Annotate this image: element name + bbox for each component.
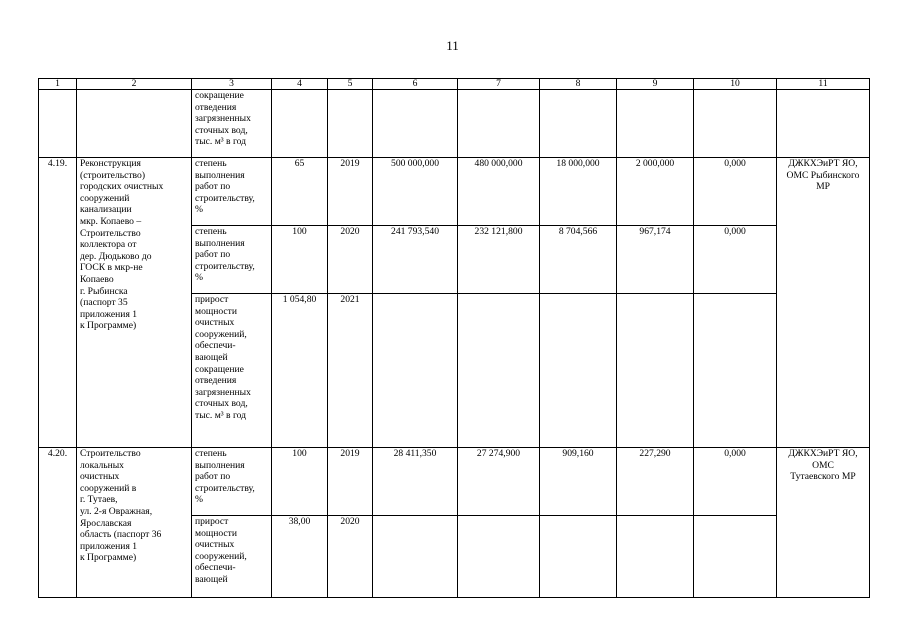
cell-year: 2019 [328, 158, 373, 226]
cell-col10: 0,000 [694, 158, 777, 226]
cell-col10: 0,000 [694, 448, 777, 516]
cell-col7: 27 274,900 [458, 448, 540, 516]
cell-indicator: степень выполнения работ по строительству, % [192, 448, 272, 516]
item-number: 4.20. [39, 448, 77, 598]
header-col-9: 9 [617, 79, 694, 90]
header-col-6: 6 [373, 79, 458, 90]
cell-col10 [694, 294, 777, 448]
cell-col7 [458, 294, 540, 448]
cell-col6: 28 411,350 [373, 448, 458, 516]
header-col-4: 4 [272, 79, 328, 90]
cell-indicator: сокращение отведения загрязненных сточных вод, тыс. м³ в год [192, 90, 272, 158]
cell-col6 [373, 516, 458, 598]
cell-year: 2020 [328, 226, 373, 294]
item-name: Реконструкция (строительство) городских очистных сооружений канализации мкр. Копаево – Строительство коллектора от дер. Дюдьково до ГОСК в мкр-не Копаево г. Рыбинска (паспорт 35 приложения 1 к Программе) [77, 158, 192, 448]
cell-col7: 232 121,800 [458, 226, 540, 294]
cell-num [39, 90, 77, 158]
table-row [39, 90, 870, 158]
header-col-7: 7 [458, 79, 540, 90]
cell-indicator: прирост мощности очистных сооружений, обеспечи- вающей [192, 516, 272, 598]
cell-col8: 909,160 [540, 448, 617, 516]
cell-value: 65 [272, 158, 328, 226]
cell-col10: 0,000 [694, 226, 777, 294]
cell-col8 [540, 516, 617, 598]
cell-value: 100 [272, 226, 328, 294]
header-col-1: 1 [39, 79, 77, 90]
cell-col6 [373, 90, 458, 158]
table-row [39, 448, 870, 516]
cell-col7: 480 000,000 [458, 158, 540, 226]
header-col-5: 5 [328, 79, 373, 90]
cell-col7 [458, 90, 540, 158]
cell-value [272, 90, 328, 158]
cell-col9: 227,290 [617, 448, 694, 516]
cell-col8: 18 000,000 [540, 158, 617, 226]
cell-col9 [617, 516, 694, 598]
item-executor: ДЖКХЭиРТ ЯО, ОМС Рыбинского МР [777, 158, 870, 448]
cell-col6: 241 793,540 [373, 226, 458, 294]
table-row [39, 158, 870, 226]
cell-year: 2019 [328, 448, 373, 516]
header-col-2: 2 [77, 79, 192, 90]
cell-value: 1 054,80 [272, 294, 328, 448]
cell-executor [777, 90, 870, 158]
cell-indicator: прирост мощности очистных сооружений, обеспечи- вающей сокращение отведения загрязненных сточных вод, тыс. м³ в год [192, 294, 272, 448]
cell-year: 2021 [328, 294, 373, 448]
cell-col9 [617, 90, 694, 158]
item-executor: ДЖКХЭиРТ ЯО, ОМС Тутаевского МР [777, 448, 870, 598]
cell-value: 38,00 [272, 516, 328, 598]
item-name: Строительство локальных очистных сооружений в г. Тутаев, ул. 2-я Овражная, Ярославская область (паспорт 36 приложения 1 к Программе) [77, 448, 192, 598]
cell-col10 [694, 90, 777, 158]
cell-col9 [617, 294, 694, 448]
header-col-3: 3 [192, 79, 272, 90]
cell-col7 [458, 516, 540, 598]
cell-col9: 2 000,000 [617, 158, 694, 226]
page-number: 11 [446, 38, 459, 53]
cell-col6 [373, 294, 458, 448]
cell-col9: 967,174 [617, 226, 694, 294]
header-col-11: 11 [777, 79, 870, 90]
item-number: 4.19. [39, 158, 77, 448]
cell-indicator: степень выполнения работ по строительству, % [192, 158, 272, 226]
cell-col10 [694, 516, 777, 598]
cell-col8 [540, 294, 617, 448]
cell-col8 [540, 90, 617, 158]
cell-year [328, 90, 373, 158]
program-table [38, 78, 870, 598]
cell-name [77, 90, 192, 158]
cell-value: 100 [272, 448, 328, 516]
cell-col8: 8 704,566 [540, 226, 617, 294]
cell-indicator: степень выполнения работ по строительству, % [192, 226, 272, 294]
header-col-10: 10 [694, 79, 777, 90]
header-col-8: 8 [540, 79, 617, 90]
cell-col6: 500 000,000 [373, 158, 458, 226]
header-row [39, 79, 870, 90]
cell-year: 2020 [328, 516, 373, 598]
